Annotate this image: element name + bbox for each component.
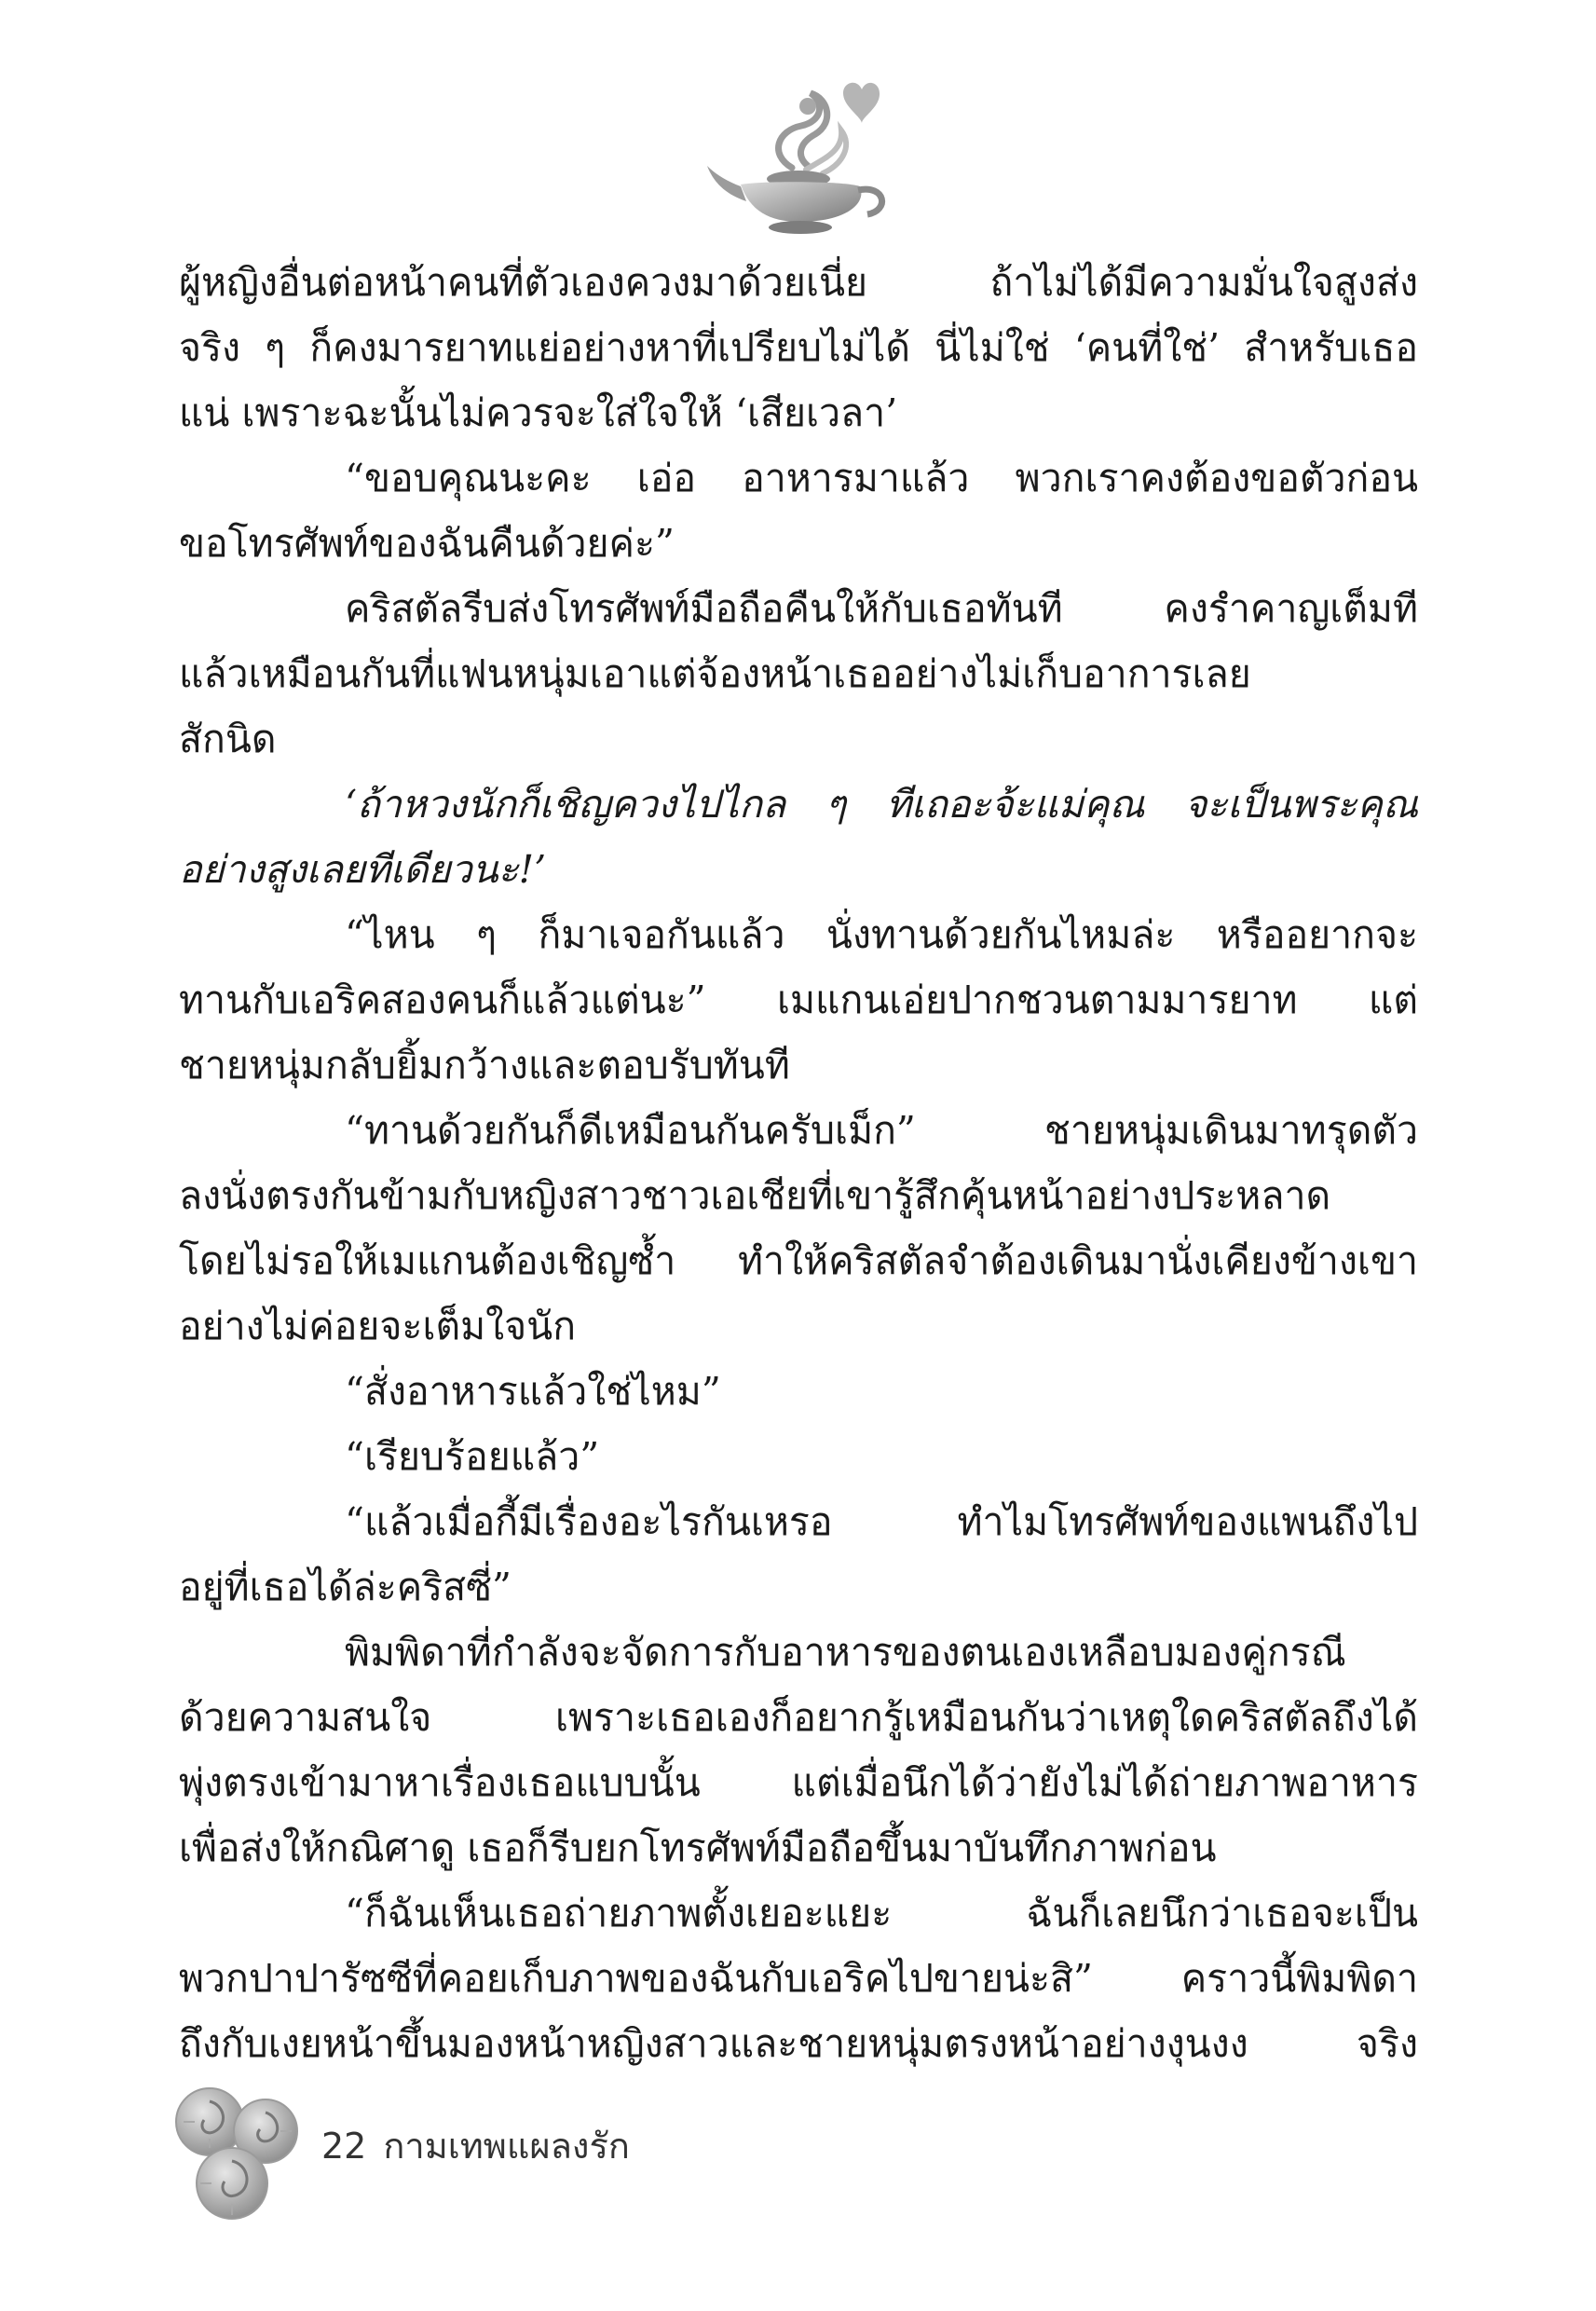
text-line: “ไหน ๆ ก็มาเจอกันแล้ว นั่งทานด้วยกันไหมล่ะ หรืออยากจะ [345, 912, 1418, 957]
text-line: ถึงกับเงยหน้าขึ้นมองหน้าหญิงสาวและชายหนุ่มตรงหน้าอย่างงุนงง จริง [179, 2021, 1418, 2066]
text-line: แล้วเหมือนกันที่แฟนหนุ่มเอาแต่จ้องหน้าเธออย่างไม่เก็บอาการเลย [179, 651, 1251, 696]
body-text [179, 250, 1418, 2104]
text-line: คริสตัลรีบส่งโทรศัพท์มือถือคืนให้กับเธอทันที คงรำคาญเต็มที [345, 586, 1418, 631]
text-line: อย่างสูงเลยทีเดียวนะ!’ [179, 847, 547, 892]
text-line: “ก็ฉันเห็นเธอถ่ายภาพตั้งเยอะแยะ ฉันก็เลยนึกว่าเธอจะเป็น [345, 1891, 1418, 1935]
text-line: โดยไม่รอให้เมแกนต้องเชิญซ้ำ ทำให้คริสตัลจำต้องเดินมานั่งเคียงข้างเขา [179, 1238, 1418, 1283]
text-line: พุ่งตรงเข้ามาหาเรื่องเธอแบบนั้น แต่เมื่อนึกได้ว่ายังไม่ได้ถ่ายภาพอาหาร [179, 1760, 1418, 1805]
footer-text [321, 2118, 647, 2174]
text-line: “ขอบคุณนะคะ เอ่อ อาหารมาแล้ว พวกเราคงต้องขอตัวก่อน [345, 456, 1418, 500]
text-line: “เรียบร้อยแล้ว” [345, 1434, 600, 1479]
text-line: “สั่งอาหารแล้วใช่ไหม” [345, 1369, 721, 1414]
genie-lamp-heart-icon [703, 65, 894, 242]
text-line: เพื่อส่งให้กณิศาดู เธอก็รีบยกโทรศัพท์มือถือขึ้นมาบันทึกภาพก่อน [179, 1826, 1217, 1870]
text-line: ขอโทรศัพท์ของฉันคืนด้วยค่ะ” [179, 521, 675, 566]
page-footer [172, 2083, 918, 2269]
text-line: พวกปาปารัซซีที่คอยเก็บภาพของฉันกับเอริคไปขายน่ะสิ” คราวนี้พิมพิดา [179, 1956, 1418, 2001]
text-line: ‘ถ้าหวงนักก็เชิญควงไปไกล ๆ ทีเถอะจ้ะแม่คุณ จะเป็นพระคุณ [345, 782, 1418, 827]
text-line: อยู่ที่เธอได้ล่ะคริสซี่” [179, 1565, 512, 1609]
text-line: ผู้หญิงอื่นต่อหน้าคนที่ตัวเองควงมาด้วยเนี่ย ถ้าไม่ได้มีความมั่นใจสูงส่ง [179, 260, 1418, 305]
text-line: อย่างไม่ค่อยจะเต็มใจนัก [179, 1304, 577, 1348]
text-line: ชายหนุ่มกลับยิ้มกว้างและตอบรับทันที [179, 1043, 790, 1087]
text-line: “ทานด้วยกันก็ดีเหมือนกันครับเม็ก” ชายหนุ่มเดินมาทรุดตัว [345, 1108, 1418, 1153]
text-line: ด้วยความสนใจ เพราะเธอเองก็อยากรู้เหมือนกันว่าเหตุใดคริสตัลถึงได้ [179, 1695, 1418, 1740]
shell-swirl-icon [172, 2083, 321, 2269]
text-line: ลงนั่งตรงกันข้ามกับหญิงสาวชาวเอเชียที่เขารู้สึกคุ้นหน้าอย่างประหลาด [179, 1173, 1331, 1218]
book-title: กามเทพแผลงรัก [383, 2126, 630, 2167]
text-line: “แล้วเมื่อกี้มีเรื่องอะไรกันเหรอ ทำไมโทรศัพท์ของแพนถึงไป [345, 1499, 1418, 1544]
text-line: สักนิด [179, 717, 277, 761]
text-line: ทานกับเอริคสองคนก็แล้วแต่นะ” เมแกนเอ่ยปากชวนตามมารยาท แต่ [179, 978, 1418, 1022]
page-number: 22 [321, 2126, 367, 2167]
text-line: พิมพิดาที่กำลังจะจัดการกับอาหารของตนเองเหลือบมองคู่กรณี [345, 1630, 1346, 1675]
text-line: แน่ เพราะฉะนั้นไม่ควรจะใส่ใจให้ ‘เสียเวลา’ [179, 390, 898, 435]
text-line: จริง ๆ ก็คงมารยาทแย่อย่างหาที่เปรียบไม่ได้ นี่ไม่ใช่ ‘คนที่ใช่’ สำหรับเธอ [179, 325, 1418, 370]
